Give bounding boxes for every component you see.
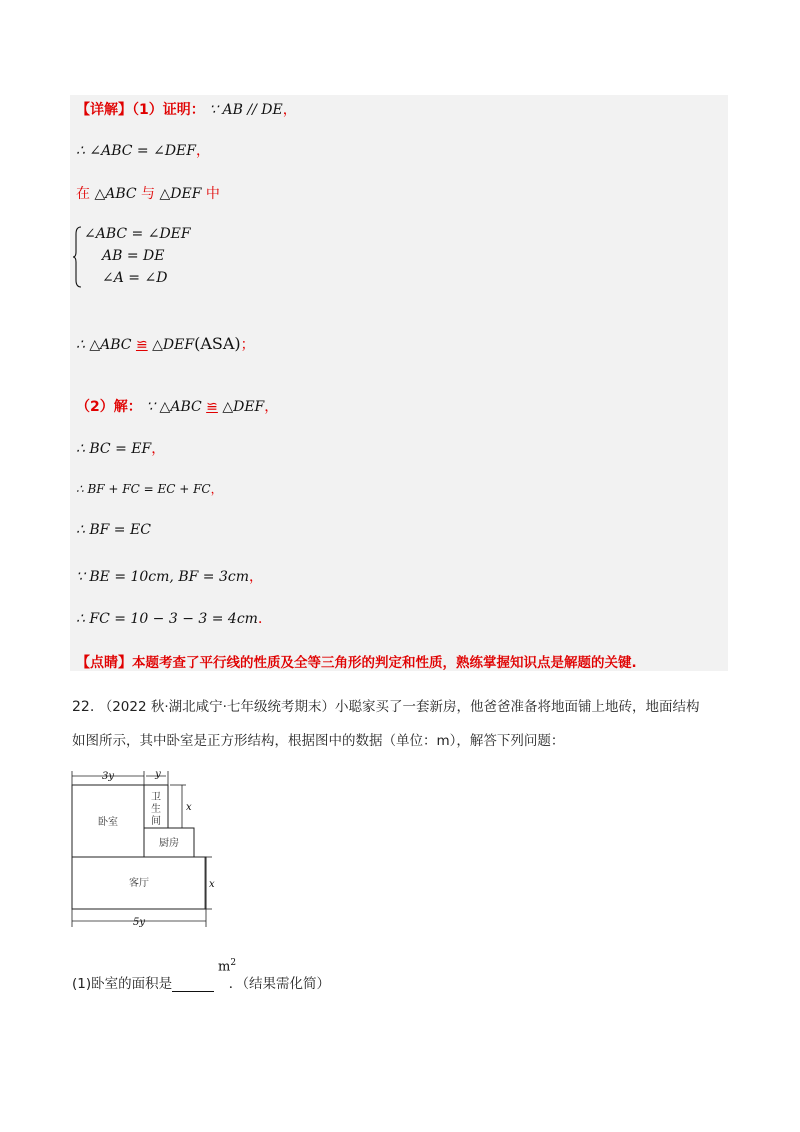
system-line-2: AB = DE xyxy=(102,248,165,264)
room-bath-1: 卫 xyxy=(151,792,161,803)
room-bath-2: 生 xyxy=(151,804,161,815)
math-def: △DEF xyxy=(152,337,195,353)
solution-line-9 xyxy=(76,566,263,586)
dim-y: y xyxy=(155,769,161,780)
sub1-text: (1)卧室的面积是 xyxy=(72,976,173,992)
math-result: ∴ FC = 10 − 3 − 3 = 4cm xyxy=(76,611,258,627)
sub1-post: ．（结果需化简） xyxy=(228,976,330,992)
dim-x-bath: x xyxy=(186,802,192,813)
punct: ， xyxy=(195,143,210,159)
punct: ， xyxy=(210,482,223,496)
punct: ， xyxy=(248,569,263,585)
unit-exp: 2 xyxy=(230,958,237,968)
note-tag: 【点睛】 xyxy=(76,655,132,671)
solution-line-7 xyxy=(76,480,223,497)
math-abc: ∴ △ABC xyxy=(76,337,132,353)
question-line-1 xyxy=(72,695,699,715)
punct: ， xyxy=(151,441,166,457)
note-line xyxy=(76,651,637,672)
unit-m2 xyxy=(218,958,236,974)
brace-icon xyxy=(72,226,82,288)
punct: ． xyxy=(257,611,272,627)
dim-5y: 5y xyxy=(132,917,146,928)
room-bedroom: 卧室 xyxy=(98,817,118,828)
part1-label: （1）证明： xyxy=(132,102,205,118)
room-bath-3: 间 xyxy=(151,816,161,827)
question-number: 22. xyxy=(72,699,95,715)
math-def: △DEF xyxy=(222,399,265,415)
part2-label: （2）解： xyxy=(76,399,142,415)
dim-3y: 3y xyxy=(101,771,115,782)
dim-x-living: x xyxy=(209,879,215,890)
math-angle-eq: ∴ ∠ABC = ∠DEF xyxy=(76,143,196,159)
solution-line-5 xyxy=(76,396,278,416)
solution-line-1 xyxy=(76,99,297,119)
system-line-3: ∠A = ∠D xyxy=(102,270,168,286)
triangle-def: △DEF xyxy=(159,186,202,202)
note-text: 本题考查了平行线的性质及全等三角形的判定和性质，熟练掌握知识点是解题的关键. xyxy=(132,655,637,671)
question-text-2: 如图所示，其中卧室是正方形结构，根据图中的数据（单位：m），解答下列问题： xyxy=(72,733,565,749)
text-middle: 中 xyxy=(205,186,220,202)
punct: ， xyxy=(264,399,279,415)
answer-blank[interactable] xyxy=(172,977,214,992)
room-kitchen: 厨房 xyxy=(159,838,179,849)
solution-line-3 xyxy=(76,183,220,203)
text-in: 在 xyxy=(76,186,90,202)
solution-line-4 xyxy=(76,334,255,354)
congruent-symbol: ≌ xyxy=(135,337,148,353)
punct: ； xyxy=(240,337,255,353)
punct: ， xyxy=(282,102,297,118)
floor-plan-figure xyxy=(60,765,220,930)
solution-line-6 xyxy=(76,438,165,458)
detail-tag: 【详解】 xyxy=(76,102,132,118)
question-text-1: （2022 秋·湖北咸宁·七年级统考期末）小聪家买了一套新房，他爸爸准备将地面铺上地砖，地面结构 xyxy=(98,699,700,715)
math-given: ∵ BE = 10cm, BF = 3cm xyxy=(76,569,249,585)
triangle-abc: △ABC xyxy=(94,186,137,202)
math-bf-ec: ∴ BF = EC xyxy=(76,522,151,538)
math-asa: (ASA) xyxy=(194,334,241,353)
math-ab-parallel-de: ∵ AB // DE xyxy=(209,102,283,118)
math-bc-ef: ∴ BC = EF xyxy=(76,441,152,457)
subquestion-1 xyxy=(72,972,330,992)
question-line-2 xyxy=(72,729,564,749)
solution-line-10 xyxy=(76,608,272,628)
text-and: 与 xyxy=(141,186,156,202)
room-living: 客厅 xyxy=(129,878,149,889)
congruent-symbol: ≌ xyxy=(206,399,218,415)
system-line-1: ∠ABC = ∠DEF xyxy=(84,226,191,242)
math-sum-eq: ∴ BF + FC = EC + FC xyxy=(76,482,211,496)
solution-line-2 xyxy=(76,140,210,160)
unit-m: m xyxy=(218,959,231,975)
math-abc: ∵ △ABC xyxy=(146,399,202,415)
solution-line-8 xyxy=(76,522,151,538)
